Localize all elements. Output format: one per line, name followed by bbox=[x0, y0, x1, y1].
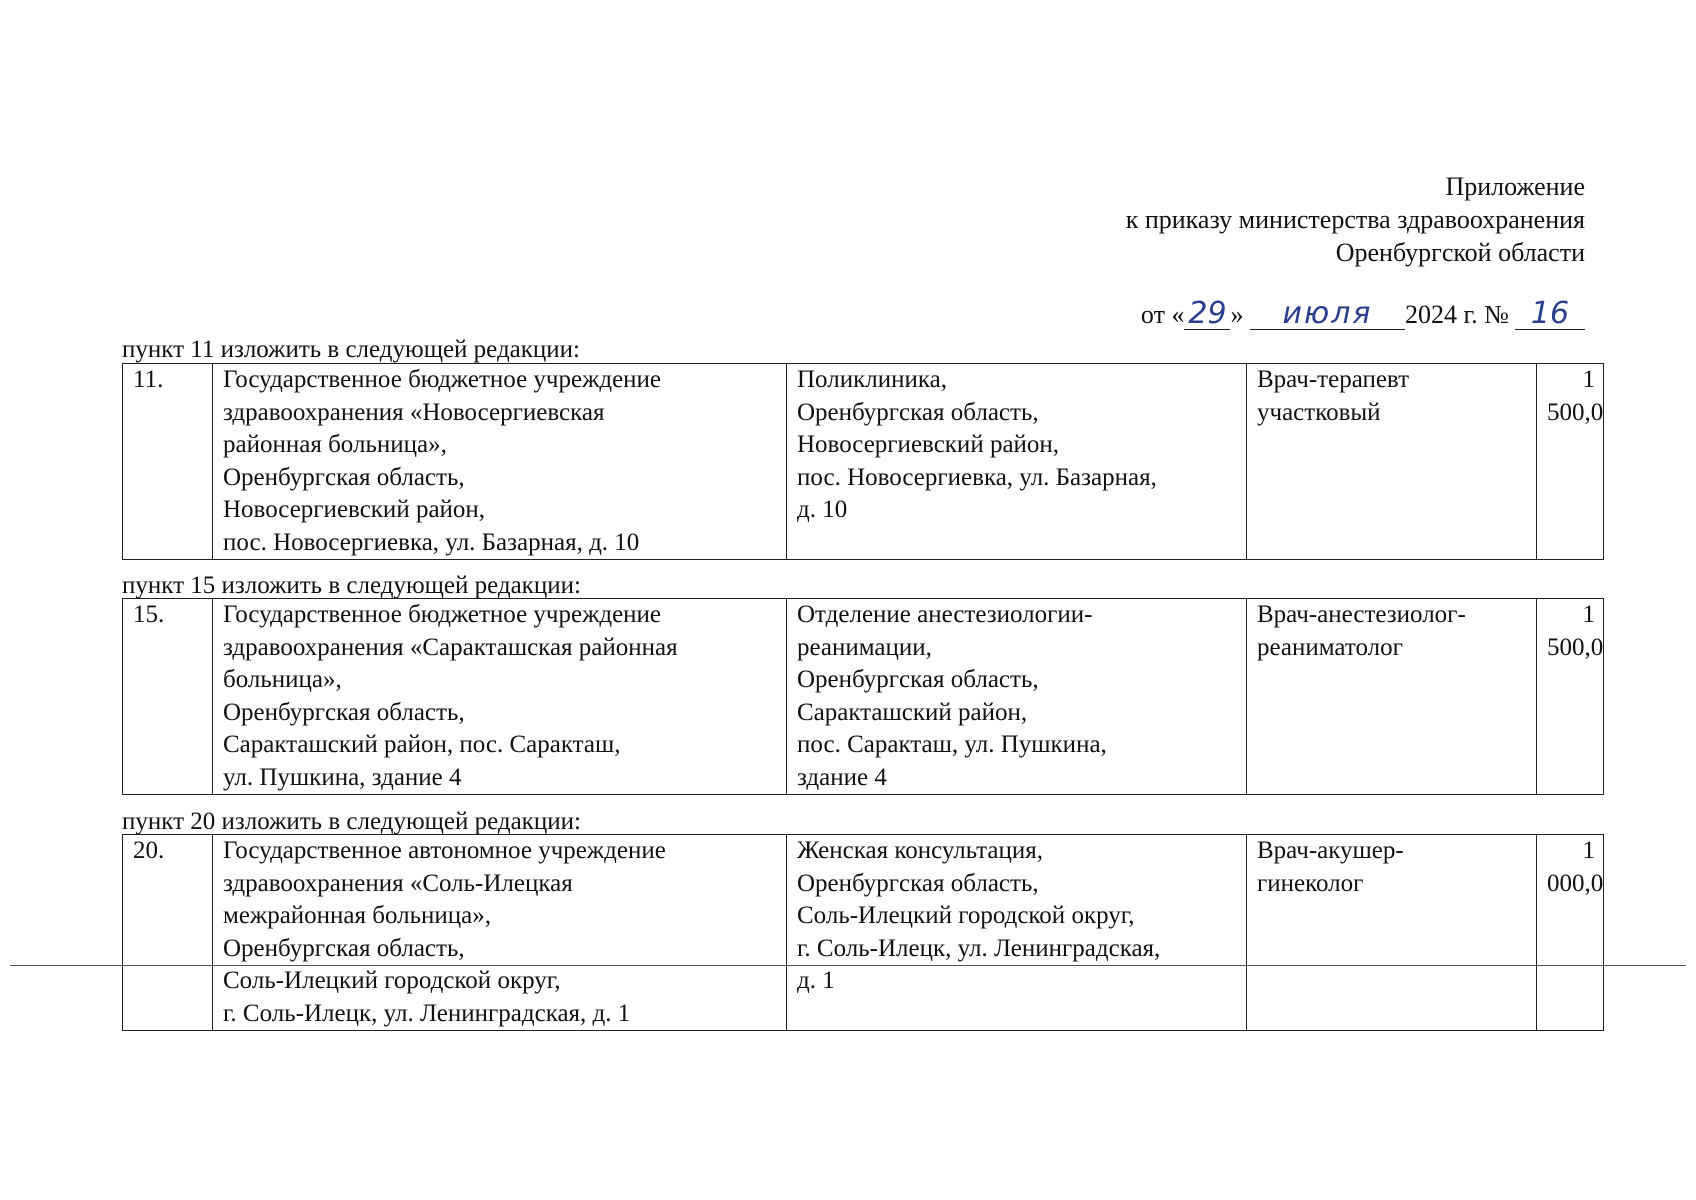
section-title: пункт 11 изложить в следующей редакции: bbox=[122, 336, 580, 363]
handwritten-order-number: 16 bbox=[1515, 299, 1585, 330]
unit-cell: Поликлиника, Оренбургская область, Новосергиевский район, пос. Новосергиевка, ул. Базарная, д. 10 bbox=[787, 364, 1247, 560]
order-date-line bbox=[1141, 298, 1585, 331]
order-year-number-label: 2024 г. № bbox=[1404, 300, 1509, 329]
unit-cell: Отделение анестезиологии- реанимации, Оренбургская область, Саракташский район, пос. Саракташ, ул. Пушкина, здание 4 bbox=[787, 599, 1247, 795]
appendix-title: Приложение bbox=[1445, 172, 1585, 201]
amount-cell: 1 500,0 bbox=[1537, 364, 1604, 560]
organization-cell: Государственное бюджетное учреждение здравоохранения «Новосергиевская районная больница», Оренбургская область, Новосергиевский район, пос. Новосергиевка, ул. Базарная, д. 10 bbox=[213, 364, 787, 560]
position-cell: Врач-акушер- гинеколог bbox=[1247, 835, 1537, 1031]
entry-table bbox=[122, 834, 1604, 1031]
amount-cell: 1 500,0 bbox=[1537, 599, 1604, 795]
position-cell: Врач-анестезиолог- реаниматолог bbox=[1247, 599, 1537, 795]
position-cell: Врач-терапевт участковый bbox=[1247, 364, 1537, 560]
appendix-header bbox=[1126, 170, 1585, 269]
row-number: 15. bbox=[123, 599, 213, 795]
unit-cell: Женская консультация, Оренбургская область, Соль-Илецкий городской округ, г. Соль-Илецк, ул. Ленинградская, д. 1 bbox=[787, 835, 1247, 1031]
row-number: 20. bbox=[123, 835, 213, 1031]
handwritten-month: июля bbox=[1250, 299, 1405, 330]
handwritten-day: 29 bbox=[1184, 299, 1230, 330]
order-date-prefix: от « bbox=[1140, 300, 1185, 329]
scan-fold-line bbox=[10, 965, 1686, 966]
row-number: 11. bbox=[123, 364, 213, 560]
appendix-ref-line: к приказу министерства здравоохранения bbox=[1125, 205, 1585, 234]
table-row bbox=[123, 364, 1604, 560]
amount-cell: 1 000,0 bbox=[1537, 835, 1604, 1031]
table-row bbox=[123, 835, 1604, 1031]
entry-table bbox=[122, 363, 1604, 560]
section-title: пункт 20 изложить в следующей редакции: bbox=[122, 808, 581, 835]
appendix-region-line: Оренбургской области bbox=[1335, 238, 1585, 267]
organization-cell: Государственное автономное учреждение здравоохранения «Соль-Илецкая межрайонная больница», Оренбургская область, Соль-Илецкий городской округ, г. Соль-Илецк, ул. Ленинградская, д. 1 bbox=[213, 835, 787, 1031]
table-row bbox=[123, 599, 1604, 795]
order-date-close-quote: » bbox=[1230, 300, 1244, 329]
entry-table bbox=[122, 598, 1604, 795]
organization-cell: Государственное бюджетное учреждение здравоохранения «Саракташская районная больница», Оренбургская область, Саракташский район, пос. Саракташ, ул. Пушкина, здание 4 bbox=[213, 599, 787, 795]
section-title: пункт 15 изложить в следующей редакции: bbox=[122, 572, 581, 599]
